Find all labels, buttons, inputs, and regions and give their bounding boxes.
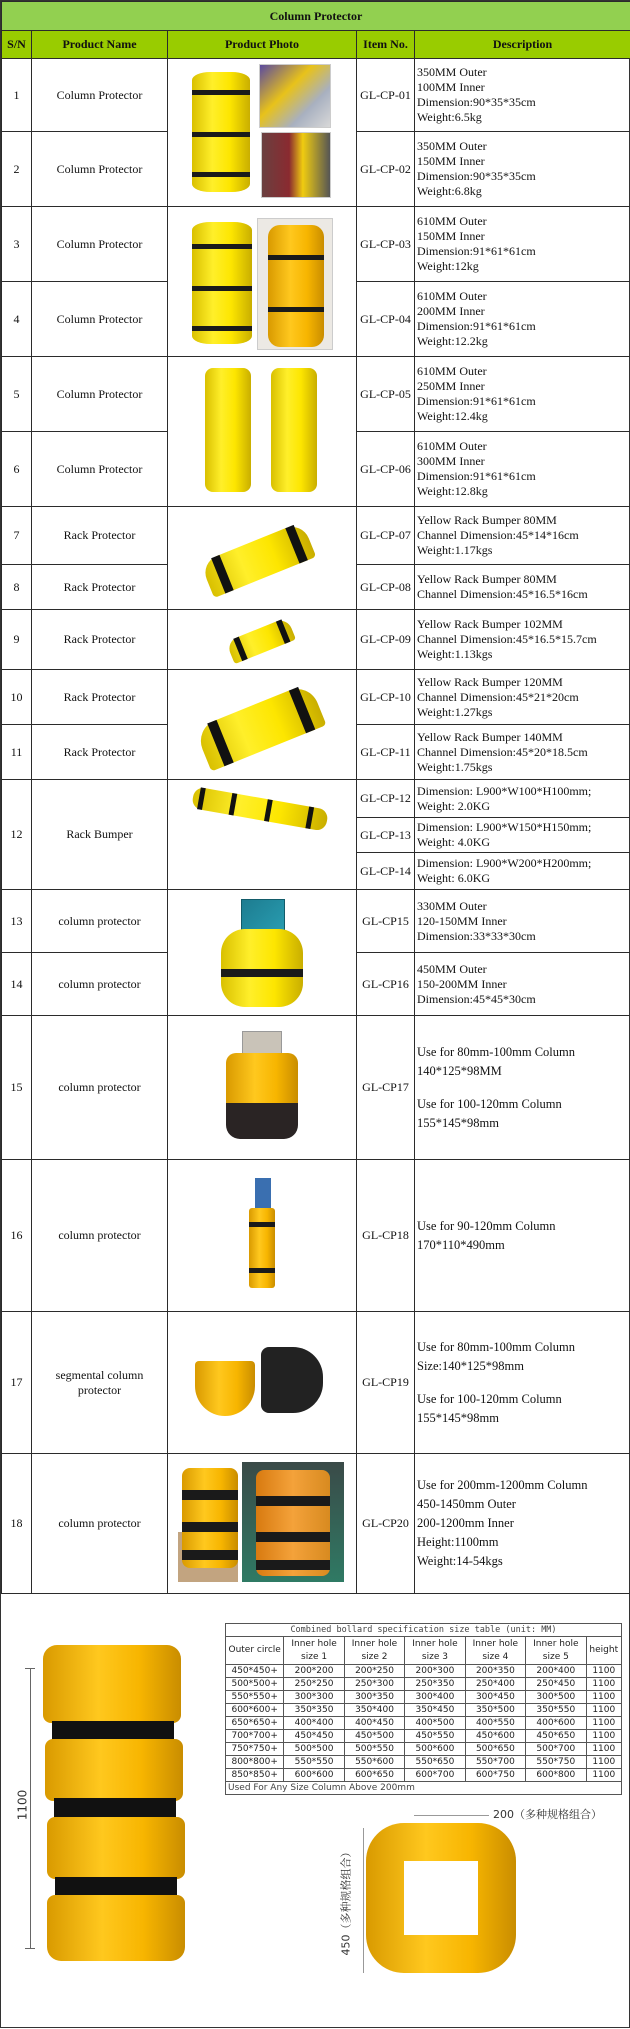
spec-cell: 400*450 [344, 1717, 404, 1730]
spec-cell: 750*750+ [226, 1743, 284, 1756]
column-protector-photo [222, 1031, 302, 1141]
desc-line: Channel Dimension:45*20*18.5cm [417, 745, 628, 760]
row-description [415, 357, 630, 432]
product-table [1, 1, 630, 1594]
spec-cell: 200*300 [405, 1665, 465, 1678]
row-item-no: GL-CP-09 [357, 610, 415, 670]
row-product-name: Rack Protector [32, 670, 168, 725]
rack-protector-photo [193, 501, 330, 611]
spec-cell: 600*700 [405, 1769, 465, 1782]
row-sn: 7 [2, 507, 32, 565]
row-description [415, 725, 630, 780]
spec-cell: 550*550 [284, 1756, 344, 1769]
desc-line: Dimension:45*45*30cm [417, 992, 628, 1007]
row-description [415, 1454, 630, 1594]
row-description [415, 853, 630, 890]
row-description [415, 818, 630, 853]
desc-line: Weight:12kg [417, 259, 628, 274]
spec-cell: 200*250 [344, 1665, 404, 1678]
desc-line: 150MM Inner [417, 154, 628, 169]
desc-line: Use for 80mm-100mm Column [417, 1043, 628, 1062]
spec-column-header: Outer circle [226, 1637, 284, 1665]
desc-line: Dimension:91*61*61cm [417, 394, 628, 409]
spec-column-header: Inner hole size 1 [284, 1637, 344, 1665]
row-sn: 18 [2, 1454, 32, 1594]
spec-cell: 400*400 [284, 1717, 344, 1730]
header-sn: S/N [2, 31, 32, 59]
spec-cell: 350*450 [405, 1704, 465, 1717]
table-row [2, 1312, 630, 1454]
row-product-name: Rack Protector [32, 610, 168, 670]
desc-line: Weight:1.75kgs [417, 760, 628, 775]
width-dimension-line [414, 1815, 489, 1816]
spec-cell: 450*600 [465, 1730, 525, 1743]
spec-cell: 550*550+ [226, 1691, 284, 1704]
desc-line: Weight:12.2kg [417, 334, 628, 349]
desc-line: Channel Dimension:45*14*16cm [417, 528, 628, 543]
row-description [415, 1160, 630, 1312]
spec-caption: Combined bollard specification size table (unit: MM) [226, 1624, 622, 1637]
row-product-name: Column Protector [32, 432, 168, 507]
spec-cell: 700*700+ [226, 1730, 284, 1743]
row-item-no: GL-CP-13 [357, 818, 415, 853]
spec-cell: 250*450 [526, 1678, 586, 1691]
column-protector-halves-photo [187, 360, 337, 500]
spec-size-table [225, 1623, 622, 1795]
width-label: 200（多种规格组合） [493, 1806, 602, 1822]
spec-cell: 600*800 [526, 1769, 586, 1782]
spec-column-header: Inner hole size 5 [526, 1637, 586, 1665]
spec-column-header: Inner hole size 4 [465, 1637, 525, 1665]
height-label: 1100 [15, 1790, 29, 1821]
desc-line: Dimension:91*61*61cm [417, 319, 628, 334]
row-item-no: GL-CP-04 [357, 282, 415, 357]
spec-cell: 1100 [586, 1717, 621, 1730]
row-photo [168, 357, 357, 507]
row-sn: 2 [2, 132, 32, 207]
table-row [2, 507, 630, 565]
row-sn: 9 [2, 610, 32, 670]
row-description [415, 507, 630, 565]
row-sn: 17 [2, 1312, 32, 1454]
desc-line: Weight:14-54kgs [417, 1552, 628, 1571]
spec-row [226, 1665, 622, 1678]
spec-cell: 600*650 [344, 1769, 404, 1782]
spec-cell: 350*550 [526, 1704, 586, 1717]
desc-line: 155*145*98mm [417, 1114, 628, 1133]
row-description [415, 953, 630, 1016]
rack-protector-photo [222, 606, 302, 669]
desc-line: Yellow Rack Bumper 120MM [417, 675, 628, 690]
spec-cell: 250*350 [405, 1678, 465, 1691]
spec-cell: 1100 [586, 1704, 621, 1717]
spec-cell: 1100 [586, 1743, 621, 1756]
row-item-no: GL-CP-11 [357, 725, 415, 780]
row-product-name: column protector [32, 1160, 168, 1312]
row-product-name: column protector [32, 953, 168, 1016]
row-item-no: GL-CP20 [357, 1454, 415, 1594]
spec-row [226, 1704, 622, 1717]
desc-line: Dimension: L900*W150*H150mm; [417, 820, 628, 835]
table-row [2, 1454, 630, 1594]
spec-row [226, 1691, 622, 1704]
spec-cell: 500*650 [465, 1743, 525, 1756]
desc-line: Channel Dimension:45*21*20cm [417, 690, 628, 705]
row-description [415, 1312, 630, 1454]
dim-tick-bottom [25, 1948, 35, 1949]
row-item-no: GL-CP-08 [357, 565, 415, 610]
column-protector-photo [178, 1462, 346, 1582]
header-desc: Description [415, 31, 630, 59]
spec-row [226, 1730, 622, 1743]
desc-line: Yellow Rack Bumper 80MM [417, 572, 628, 587]
desc-line: Weight:6.8kg [417, 184, 628, 199]
height-dimension-line [30, 1668, 31, 1948]
desc-line: 120-150MM Inner [417, 914, 628, 929]
desc-line: Dimension:91*61*61cm [417, 469, 628, 484]
table-row [2, 610, 630, 670]
spec-row [226, 1678, 622, 1691]
row-description [415, 670, 630, 725]
spec-cell: 1100 [586, 1665, 621, 1678]
row-sn: 12 [2, 780, 32, 890]
column-protector-photo [187, 210, 337, 350]
row-sn: 1 [2, 59, 32, 132]
rack-bumper-photo [192, 784, 332, 884]
desc-line: Use for 100-120mm Column [417, 1095, 628, 1114]
row-product-name: Column Protector [32, 132, 168, 207]
row-item-no: GL-CP-01 [357, 59, 415, 132]
desc-line: Weight:1.27kgs [417, 705, 628, 720]
spec-cell: 550*750 [526, 1756, 586, 1769]
desc-line: Size:140*125*98mm [417, 1357, 628, 1376]
desc-line: Yellow Rack Bumper 102MM [417, 617, 628, 632]
row-product-name: column protector [32, 1454, 168, 1594]
desc-line: 610MM Outer [417, 214, 628, 229]
row-item-no: GL-CP17 [357, 1016, 415, 1160]
spec-cell: 800*800+ [226, 1756, 284, 1769]
desc-line: 150MM Inner [417, 229, 628, 244]
column-protector-photo [187, 62, 337, 200]
row-description [415, 890, 630, 953]
spec-cell: 450*450+ [226, 1665, 284, 1678]
desc-line: Use for 200mm-1200mm Column [417, 1476, 628, 1495]
row-sn: 14 [2, 953, 32, 1016]
row-product-name: column protector [32, 1016, 168, 1160]
row-description [415, 59, 630, 132]
table-row [2, 207, 630, 282]
row-photo [168, 890, 357, 1016]
desc-line: Yellow Rack Bumper 80MM [417, 513, 628, 528]
desc-line: 610MM Outer [417, 364, 628, 379]
desc-line: 450-1450mm Outer [417, 1495, 628, 1514]
row-sn: 8 [2, 565, 32, 610]
spec-column-header: Inner hole size 3 [405, 1637, 465, 1665]
table-row [2, 780, 630, 818]
desc-line: Channel Dimension:45*16.5*16cm [417, 587, 628, 602]
table-row [2, 1160, 630, 1312]
row-description [415, 565, 630, 610]
row-item-no: GL-CP16 [357, 953, 415, 1016]
row-sn: 3 [2, 207, 32, 282]
row-product-name: column protector [32, 890, 168, 953]
desc-line: Weight: 6.0KG [417, 871, 628, 886]
row-item-no: GL-CP-12 [357, 780, 415, 818]
spec-cell: 450*650 [526, 1730, 586, 1743]
desc-line: 155*145*98mm [417, 1409, 628, 1428]
desc-line: 150-200MM Inner [417, 977, 628, 992]
spec-cell: 550*650 [405, 1756, 465, 1769]
spec-cell: 300*300 [284, 1691, 344, 1704]
spec-cell: 200*350 [465, 1665, 525, 1678]
table-row [2, 357, 630, 432]
spec-cell: 1100 [586, 1678, 621, 1691]
row-sn: 16 [2, 1160, 32, 1312]
table-row [2, 1016, 630, 1160]
spec-cell: 600*600+ [226, 1704, 284, 1717]
row-photo [168, 610, 357, 670]
row-description [415, 207, 630, 282]
row-description [415, 282, 630, 357]
spec-cell: 1100 [586, 1756, 621, 1769]
table-row [2, 59, 630, 132]
desc-line: 250MM Inner [417, 379, 628, 394]
row-product-name: segmental column protector [32, 1312, 168, 1454]
row-photo [168, 780, 357, 890]
spec-cell: 400*600 [526, 1717, 586, 1730]
header-photo: Product Photo [168, 31, 357, 59]
top-view-diagram [366, 1823, 516, 1973]
desc-line: 200MM Inner [417, 304, 628, 319]
desc-line: Height:1100mm [417, 1533, 628, 1552]
desc-line: 200-1200mm Inner [417, 1514, 628, 1533]
desc-line: 330MM Outer [417, 899, 628, 914]
table-title: Column Protector [2, 2, 630, 31]
desc-line: 350MM Outer [417, 65, 628, 80]
spec-cell: 500*500+ [226, 1678, 284, 1691]
row-description [415, 132, 630, 207]
desc-line: Weight:12.8kg [417, 484, 628, 499]
row-sn: 13 [2, 890, 32, 953]
spec-cell: 250*400 [465, 1678, 525, 1691]
row-item-no: GL-CP-14 [357, 853, 415, 890]
spec-cell: 450*500 [344, 1730, 404, 1743]
row-item-no: GL-CP19 [357, 1312, 415, 1454]
row-item-no: GL-CP-02 [357, 132, 415, 207]
spec-cell: 600*600 [284, 1769, 344, 1782]
side-label: 450（多种规格组合） [338, 1847, 354, 1956]
row-product-name: Rack Protector [32, 507, 168, 565]
desc-line: Yellow Rack Bumper 140MM [417, 730, 628, 745]
spec-cell: 300*500 [526, 1691, 586, 1704]
spec-cell: 850*850+ [226, 1769, 284, 1782]
spec-cell: 350*500 [465, 1704, 525, 1717]
spec-cell: 500*550 [344, 1743, 404, 1756]
row-description [415, 1016, 630, 1160]
row-photo [168, 507, 357, 610]
row-photo [168, 1312, 357, 1454]
spec-cell: 250*250 [284, 1678, 344, 1691]
spec-row [226, 1743, 622, 1756]
spec-cell: 600*750 [465, 1769, 525, 1782]
spec-cell: 400*550 [465, 1717, 525, 1730]
table-body [2, 59, 630, 1594]
table-row [2, 890, 630, 953]
spec-row [226, 1769, 622, 1782]
row-item-no: GL-CP15 [357, 890, 415, 953]
row-photo [168, 1016, 357, 1160]
desc-line: Dimension:90*35*35cm [417, 95, 628, 110]
bollard-image [43, 1645, 183, 1965]
row-product-name: Rack Protector [32, 565, 168, 610]
desc-line: Use for 80mm-100mm Column [417, 1338, 628, 1357]
spec-cell: 450*550 [405, 1730, 465, 1743]
desc-line: 610MM Outer [417, 439, 628, 454]
row-item-no: GL-CP-05 [357, 357, 415, 432]
segmental-protector-photo [195, 1341, 330, 1421]
desc-line: Dimension:91*61*61cm [417, 244, 628, 259]
row-description [415, 610, 630, 670]
row-item-no: GL-CP18 [357, 1160, 415, 1312]
spec-cell: 1100 [586, 1730, 621, 1743]
header-name: Product Name [32, 31, 168, 59]
row-product-name: Column Protector [32, 59, 168, 132]
spec-column-header: height [586, 1637, 621, 1665]
desc-line: 350MM Outer [417, 139, 628, 154]
row-sn: 10 [2, 670, 32, 725]
spec-cell: 250*300 [344, 1678, 404, 1691]
spec-cell: 1100 [586, 1691, 621, 1704]
row-photo [168, 670, 357, 780]
desc-line: 170*110*490mm [417, 1236, 628, 1255]
column-protector-photo [217, 893, 307, 1009]
row-item-no: GL-CP-06 [357, 432, 415, 507]
desc-line: Dimension:33*33*30cm [417, 929, 628, 944]
spec-cell: 200*400 [526, 1665, 586, 1678]
desc-line: Weight: 2.0KG [417, 799, 628, 814]
row-sn: 4 [2, 282, 32, 357]
row-item-no: GL-CP-07 [357, 507, 415, 565]
desc-line: Weight:6.5kg [417, 110, 628, 125]
desc-line: 100MM Inner [417, 80, 628, 95]
row-photo [168, 59, 357, 207]
spec-cell: 200*200 [284, 1665, 344, 1678]
spec-cell: 350*350 [284, 1704, 344, 1717]
table-row [2, 670, 630, 725]
dim-tick-top [25, 1668, 35, 1669]
desc-line: Use for 90-120mm Column [417, 1217, 628, 1236]
row-item-no: GL-CP-03 [357, 207, 415, 282]
spec-cell: 500*700 [526, 1743, 586, 1756]
desc-line: 610MM Outer [417, 289, 628, 304]
desc-line: 450MM Outer [417, 962, 628, 977]
desc-line: 300MM Inner [417, 454, 628, 469]
spec-row [226, 1717, 622, 1730]
spec-cell: 400*500 [405, 1717, 465, 1730]
desc-line: 140*125*98MM [417, 1062, 628, 1081]
spec-note: Used For Any Size Column Above 200mm [226, 1782, 622, 1795]
spec-cell: 450*450 [284, 1730, 344, 1743]
spec-column-header: Inner hole size 2 [344, 1637, 404, 1665]
desc-line: Dimension:90*35*35cm [417, 169, 628, 184]
spec-cell: 300*350 [344, 1691, 404, 1704]
column-protector-photo [247, 1178, 277, 1290]
spec-cell: 350*400 [344, 1704, 404, 1717]
row-photo [168, 1454, 357, 1594]
row-photo [168, 207, 357, 357]
row-sn: 15 [2, 1016, 32, 1160]
spec-cell: 500*600 [405, 1743, 465, 1756]
desc-spacer [417, 1376, 628, 1390]
desc-line: Weight:1.13kgs [417, 647, 628, 662]
spec-cell: 550*600 [344, 1756, 404, 1769]
desc-spacer [417, 1081, 628, 1095]
spec-cell: 300*450 [465, 1691, 525, 1704]
row-sn: 11 [2, 725, 32, 780]
header-row [2, 31, 630, 59]
desc-line: Weight: 4.0KG [417, 835, 628, 850]
row-photo [168, 1160, 357, 1312]
desc-line: Use for 100-120mm Column [417, 1390, 628, 1409]
spec-cell: 650*650+ [226, 1717, 284, 1730]
row-description [415, 780, 630, 818]
row-product-name: Column Protector [32, 207, 168, 282]
header-item: Item No. [357, 31, 415, 59]
row-product-name: Rack Protector [32, 725, 168, 780]
bollard-spec-panel [1, 1593, 630, 2029]
spec-cell: 1100 [586, 1769, 621, 1782]
row-sn: 6 [2, 432, 32, 507]
rack-protector-photo [187, 661, 338, 784]
desc-line: Dimension: L900*W200*H200mm; [417, 856, 628, 871]
row-product-name: Rack Bumper [32, 780, 168, 890]
desc-line: Dimension: L900*W100*H100mm; [417, 784, 628, 799]
desc-line: Weight:12.4kg [417, 409, 628, 424]
spec-row [226, 1756, 622, 1769]
row-description [415, 432, 630, 507]
side-dimension-line [363, 1828, 364, 1973]
row-product-name: Column Protector [32, 282, 168, 357]
desc-line: Weight:1.17kgs [417, 543, 628, 558]
spec-cell: 500*500 [284, 1743, 344, 1756]
row-product-name: Column Protector [32, 357, 168, 432]
spec-cell: 300*400 [405, 1691, 465, 1704]
desc-line: Channel Dimension:45*16.5*15.7cm [417, 632, 628, 647]
row-sn: 5 [2, 357, 32, 432]
row-item-no: GL-CP-10 [357, 670, 415, 725]
spec-cell: 550*700 [465, 1756, 525, 1769]
